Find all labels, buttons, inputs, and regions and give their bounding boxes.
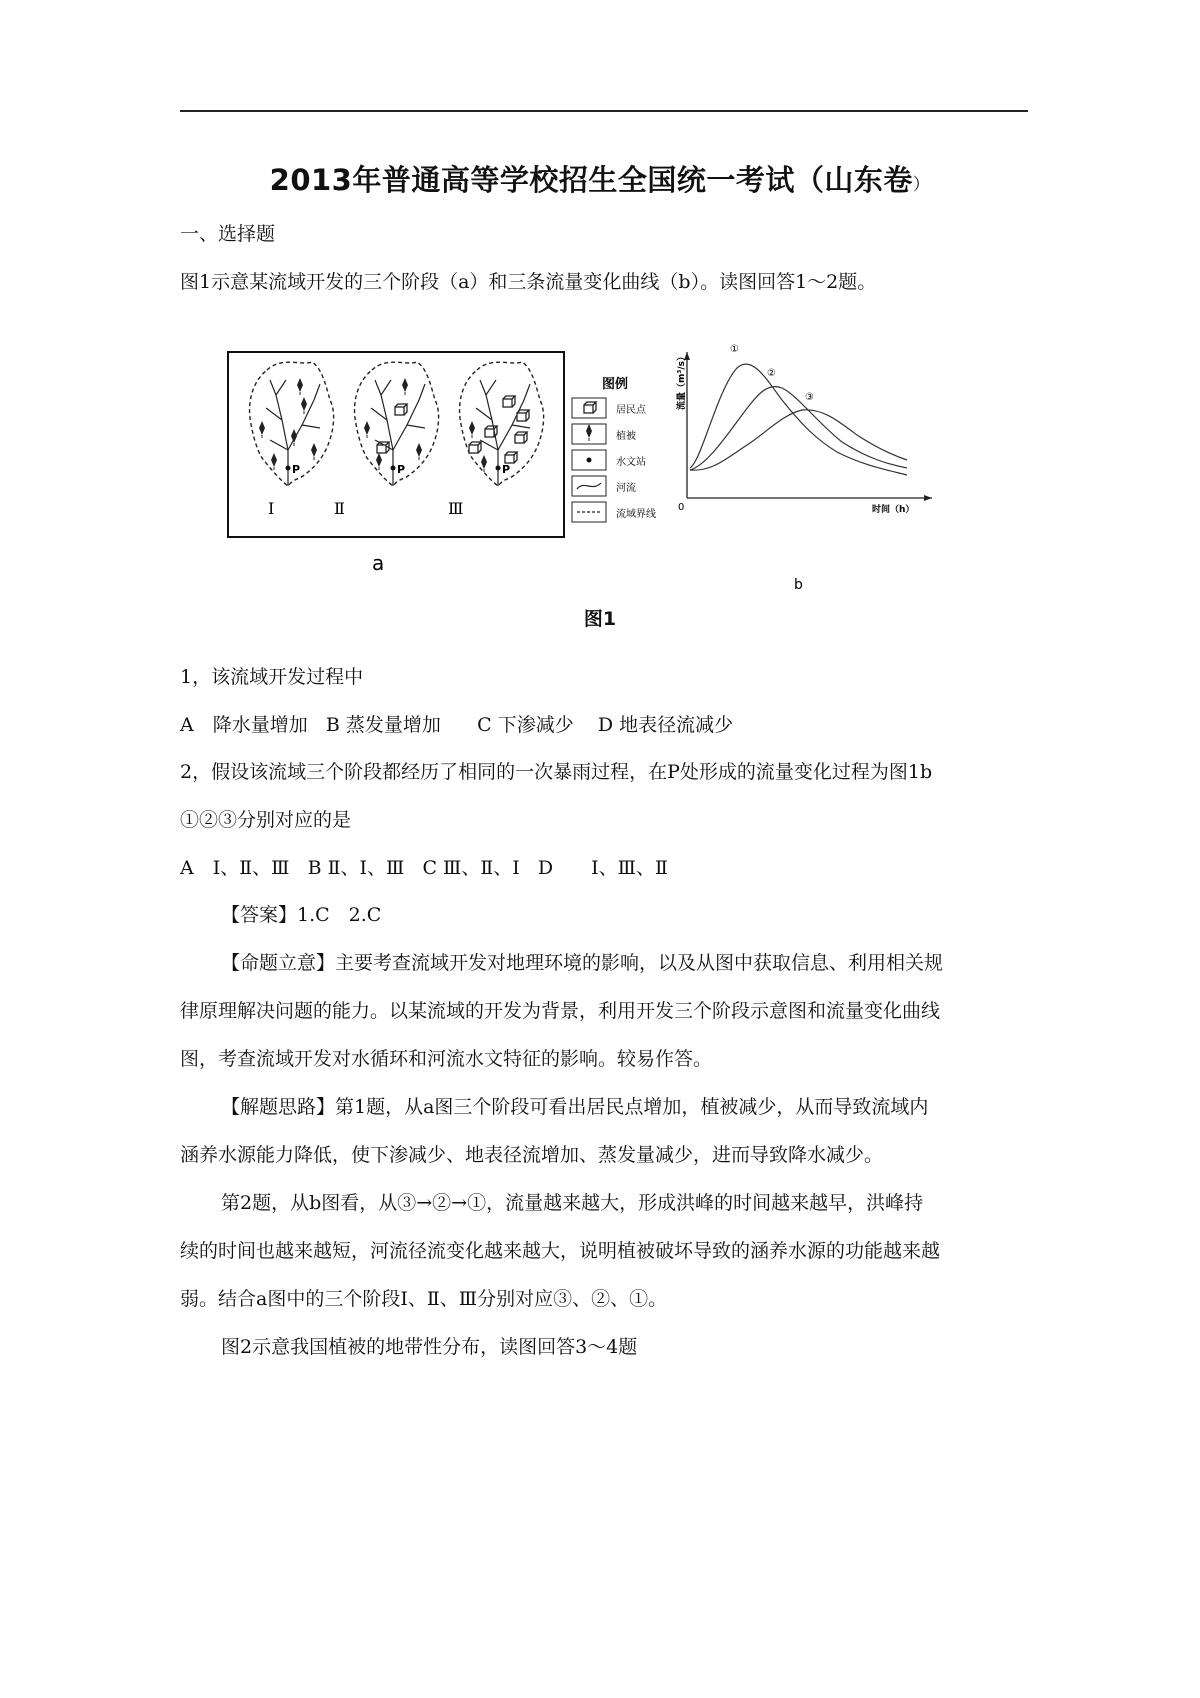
q1-option-c: C 下渗减少 (477, 714, 574, 736)
q1-options (180, 713, 733, 737)
q2-option-d: D Ⅰ、Ⅲ、Ⅱ (537, 857, 668, 879)
chart-origin: 0 (678, 502, 685, 513)
q2-option-c: C Ⅲ、Ⅱ、Ⅰ (422, 857, 520, 879)
legend-item-vegetation: 植被 (616, 431, 636, 442)
curve-label-3: ③ (805, 392, 814, 403)
legend-item-river: 河流 (616, 483, 636, 494)
station-label-2: P (397, 463, 406, 476)
top-rule (180, 110, 1028, 112)
curve-2 (690, 387, 907, 470)
station-label-3: P (502, 463, 511, 476)
figure-1 (222, 340, 1027, 600)
section-heading: 一、选择题 (180, 223, 276, 245)
legend-item-station: 水文站 (616, 457, 646, 468)
page-title: 2013年普通高等学校招生全国统一考试（山东卷） (269, 163, 931, 197)
station-label-1: P (292, 463, 301, 476)
legend-item-settlement: 居民点 (616, 405, 646, 416)
analysis-q2-3: 弱。结合a图中的三个阶段Ⅰ、Ⅱ、Ⅲ分别对应③、②、①。 (180, 1288, 668, 1310)
answer: 【答案】1.C 2.C (221, 904, 382, 926)
figure-intro: 图1示意某流域开发的三个阶段（a）和三条流量变化曲线（b）。读图回答1～2题。 (180, 271, 877, 293)
legend-title: 图例 (602, 377, 629, 392)
q2-option-b: B Ⅱ、Ⅰ、Ⅲ (307, 857, 405, 879)
q2-stem-line1: 2，假设该流域三个阶段都经历了相同的一次暴雨过程，在P处形成的流量变化过程为图1b (180, 761, 933, 783)
chart-ylabel: 流量（m³/s） (677, 352, 687, 410)
analysis-q2-1: 第2题，从b图看，从③→②→①，流量越来越大，形成洪峰的时间越来越早，洪峰持 (221, 1192, 924, 1214)
q1-stem: 1，该流域开发过程中 (180, 666, 364, 688)
analysis-intent-3: 图，考查流域开发对水循环和河流水文特征的影响。较易作答。 (180, 1048, 713, 1070)
stage-label-2: Ⅱ (334, 499, 345, 518)
q1-option-d: D 地表径流减少 (597, 714, 734, 736)
q1-option-b: B 蒸发量增加 (325, 714, 441, 736)
q1-option-a: A 降水量增加 (180, 714, 308, 736)
analysis-intent-2: 律原理解决问题的能力。以某流域的开发为背景，利用开发三个阶段示意图和流量变化曲线 (180, 1000, 941, 1022)
analysis-idea-1: 【解题思路】第1题，从a图三个阶段可看出居民点增加，植被减少，从而导致流域内 (221, 1096, 929, 1118)
q2-options (180, 856, 668, 880)
analysis-intent-1: 【命题立意】主要考查流域开发对地理环境的影响，以及从图中获取信息、利用相关规 (221, 952, 944, 974)
next-question-intro: 图2示意我国植被的地带性分布，读图回答3～4题 (221, 1336, 638, 1358)
q2-option-a: A Ⅰ、Ⅱ、Ⅲ (180, 857, 290, 879)
panel-b-label: b (794, 577, 803, 593)
flow-chart (675, 344, 932, 515)
legend-item-boundary: 流域界线 (616, 509, 656, 520)
q2-stem-line2: ①②③分别对应的是 (180, 809, 352, 831)
chart-xlabel: 时间（h） (872, 505, 915, 515)
panel-a-label: a (372, 551, 385, 575)
figure-caption: 图1 (583, 608, 617, 630)
curve-label-1: ① (730, 344, 739, 355)
analysis-idea-2: 涵养水源能力降低，使下渗减少、地表径流增加、蒸发量减少，进而导致降水减少。 (180, 1144, 884, 1166)
analysis-q2-2: 续的时间也越来越短，河流径流变化越来越大，说明植被破坏导致的涵养水源的功能越来越 (180, 1240, 941, 1262)
stage-label-3: Ⅲ (448, 499, 464, 518)
legend (572, 376, 656, 522)
curve-label-2: ② (767, 368, 776, 379)
stage-label-1: Ⅰ (268, 499, 275, 518)
